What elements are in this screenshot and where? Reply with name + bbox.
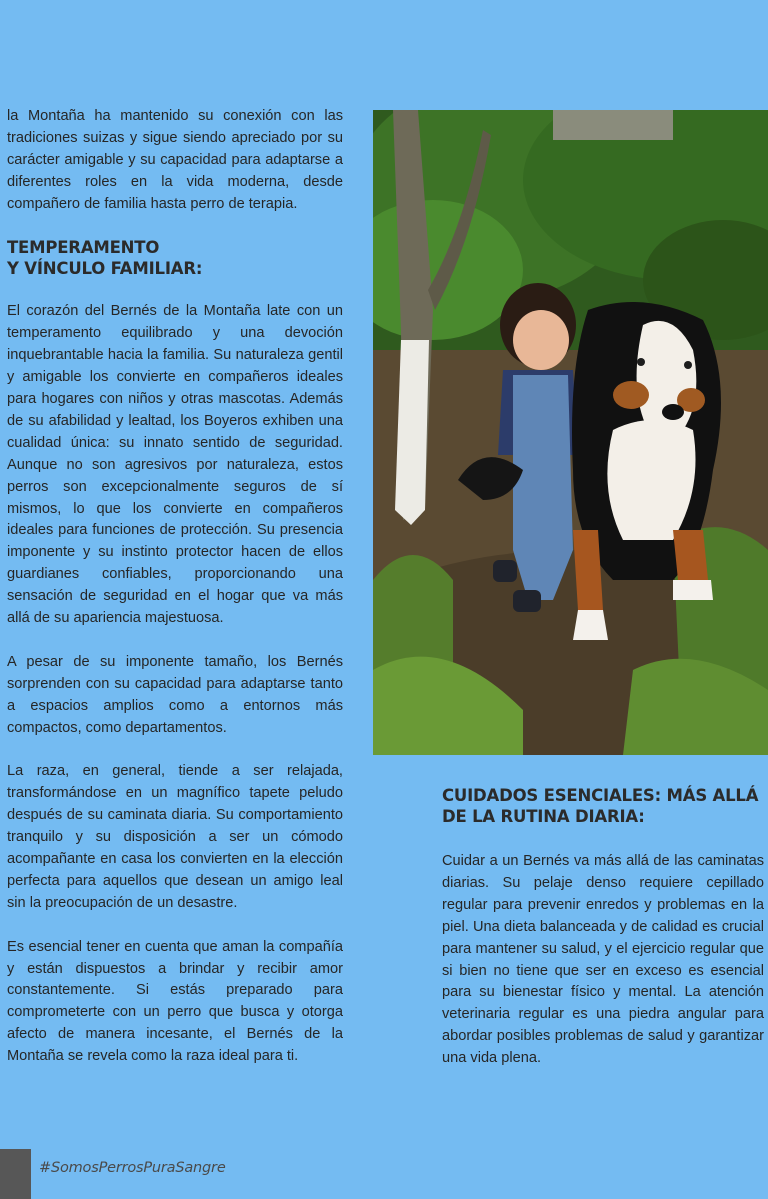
footer-hashtag: #SomosPerrosPuraSangre (39, 1160, 226, 1176)
care-paragraph: Cuidar a un Bernés va más allá de las caminatas diarias. Su pelaje denso requiere cepillado regular para prevenir enredos y problemas en la piel. Una dieta balanceada y de calidad es crucial para mantener su salud, y el ejercicio regular que si bien no tiene que ser en exceso es esencial para su bienestar físico y mental. La atención veterinaria regular es una piedra angular para abordar posibles problemas de salud y garantizar una vida plena. (442, 853, 764, 1067)
temperament-heading (7, 237, 343, 279)
temperament-paragraph-2: A pesar de su imponente tamaño, los Bernés sorprenden con su capacidad para adaptarse tanto a espacios amplios como a entornos más compactos, como departamentos. (7, 653, 343, 736)
temperament-paragraph-1: El corazón del Bernés de la Montaña late con un temperamento equilibrado y una devoción inquebrantable hacia la familia. Su naturaleza gentil y amigable los convierte en compañeros ideales para hogares con niños y otras mascotas. Además de su afabilidad y lealtad, los Boyeros exhiben una cualidad única: su innato sentido de seguridad. Aunque no son agresivos por naturaleza, estos perros son excepcionalmente seguros de sí mismos, lo que los convierte en compañeros ideales para funciones de protección. Su presencia imponente y su instinto protector hacen de ellos guardianes confiables, proporcionando una sensación de seguridad en el hogar que va más allá de su apariencia majestuosa. (7, 303, 343, 627)
intro-paragraph: la Montaña ha mantenido su conexión con las tradiciones suizas y sigue siendo apreciado por su carácter amigable y su capacidad para adaptarse a diferentes roles en la vida moderna, desde compañero de familia hasta perro de terapia. (7, 108, 343, 212)
care-heading (442, 785, 764, 827)
care-heading-line2: DE LA RUTINA DIARIA: (442, 807, 645, 826)
temperament-heading-line2: Y VÍNCULO FAMILIAR: (7, 259, 203, 279)
care-heading-line1: CUIDADOS ESENCIALES: MÁS ALLÁ (442, 786, 759, 805)
child-with-bernese-dog-photo (373, 110, 768, 755)
temperament-heading-line1: TEMPERAMENTO (7, 238, 160, 258)
right-column (442, 785, 764, 1092)
temperament-paragraph-4: Es esencial tener en cuenta que aman la compañía y están dispuestos a brindar y recibir amor constantemente. Si estás preparado para comprometerte con un perro que busca y otorga afecto de manera incesante, el Bernés de la Montaña se revela como la raza ideal para ti. (7, 938, 343, 1065)
left-column (7, 106, 343, 1090)
photo-illustration (373, 110, 768, 755)
temperament-paragraph-3: La raza, en general, tiende a ser relajada, transformándose en un magnífico tapete peludo después de su caminata diaria. Su comportamiento tranquilo y su disposición a ser un cómodo acompañante en casa los convierten en la elección perfecta para aquellos que desean un amigo leal sin la preocupación de un desastre. (7, 763, 343, 911)
footer-accent-bar (0, 1149, 31, 1199)
